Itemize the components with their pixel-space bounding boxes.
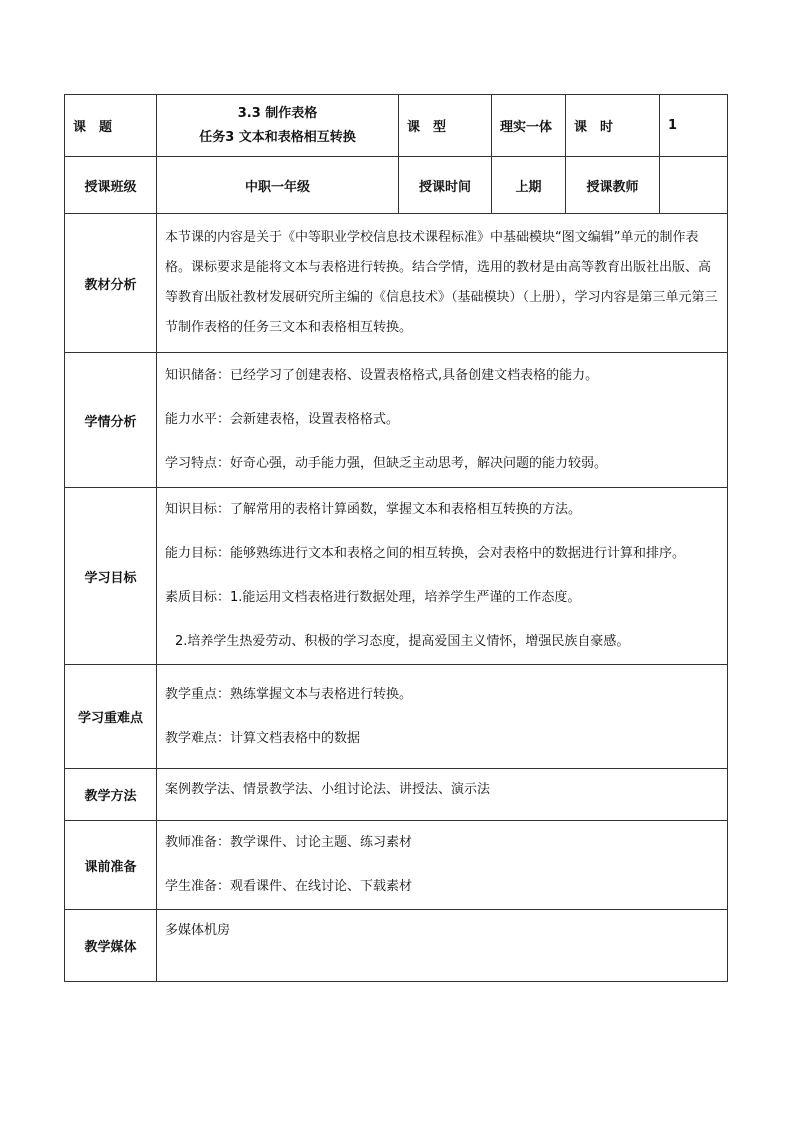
methods-text: 案例教学法、情景教学法、小组讨论法、讲授法、演示法 [157, 769, 728, 821]
teacher-label: 授课教师 [566, 157, 660, 214]
lesson-plan-table [64, 94, 728, 982]
students-line: 能力水平：会新建表格，设置表格格式。 [165, 412, 400, 427]
students-line: 学习特点：好奇心强，动手能力强，但缺乏主动思考，解决问题的能力较弱。 [165, 456, 608, 471]
goals-line: 能力目标：能够熟练进行文本和表格之间的相互转换，会对表格中的数据进行计算和排序。 [165, 546, 686, 561]
topic-line-1: 3.3 制作表格 [237, 105, 318, 121]
textbook-row [65, 214, 728, 353]
key-points-label: 学习重难点 [65, 665, 157, 769]
preparation-row [65, 821, 728, 910]
textbook-label: 教材分析 [65, 214, 157, 353]
methods-row [65, 769, 728, 821]
media-row [65, 910, 728, 982]
media-label: 教学媒体 [65, 910, 157, 982]
students-label: 学情分析 [65, 353, 157, 488]
class-label: 授课班级 [65, 157, 157, 214]
goals-line: 素质目标：1.能运用文档表格进行数据处理，培养学生严谨的工作态度。 [165, 590, 581, 605]
class-row [65, 157, 728, 214]
preparation-line: 教师准备：教学课件、讨论主题、练习素材 [165, 835, 413, 850]
goals-label: 学习目标 [65, 488, 157, 665]
type-value: 理实一体 [492, 95, 566, 157]
time-value: 上期 [492, 157, 566, 214]
students-line: 知识储备：已经学习了创建表格、设置表格格式,具备创建文档表格的能力。 [165, 368, 599, 383]
topic-cell [157, 95, 399, 157]
textbook-text: 本节课的内容是关于《中等职业学校信息技术课程标准》中基础模块“图文编辑”单元的制作表格。课标要求是能将文本与表格进行转换。结合学情，选用的教材是由高等教育出版社出版、高等教育出版社教材发展研究所主编的《信息技术》（基础模块）（上册），学习内容是第三单元第三节制作表格的任务三文本和表格相互转换。 [157, 214, 728, 353]
goals-line: 2.培养学生热爱劳动、积极的学习态度，提高爱国主义情怀，增强民族自豪感。 [175, 634, 630, 649]
teacher-value [660, 157, 728, 214]
goals-row [65, 488, 728, 665]
preparation-label: 课前准备 [65, 821, 157, 910]
key-points-line: 教学重点：熟练掌握文本与表格进行转换。 [165, 686, 413, 702]
topic-label: 课 题 [65, 95, 157, 157]
header-row [65, 95, 728, 157]
key-points-content [157, 665, 728, 769]
media-text: 多媒体机房 [157, 910, 728, 982]
time-label: 授课时间 [399, 157, 492, 214]
students-row [65, 353, 728, 488]
type-label: 课 型 [399, 95, 492, 157]
preparation-line: 学生准备：观看课件、在线讨论、下载素材 [165, 879, 413, 894]
preparation-content [157, 821, 728, 910]
key-points-line: 教学难点：计算文档表格中的数据 [165, 730, 361, 746]
goals-content [157, 488, 728, 665]
hours-value: 1 [660, 95, 728, 157]
methods-label: 教学方法 [65, 769, 157, 821]
goals-line: 知识目标：了解常用的表格计算函数，掌握文本和表格相互转换的方法。 [165, 502, 582, 517]
topic-line-2: 任务3 文本和表格相互转换 [199, 129, 356, 145]
hours-label: 课 时 [566, 95, 660, 157]
class-value: 中职一年级 [157, 157, 399, 214]
key-points-row [65, 665, 728, 769]
students-content [157, 353, 728, 488]
